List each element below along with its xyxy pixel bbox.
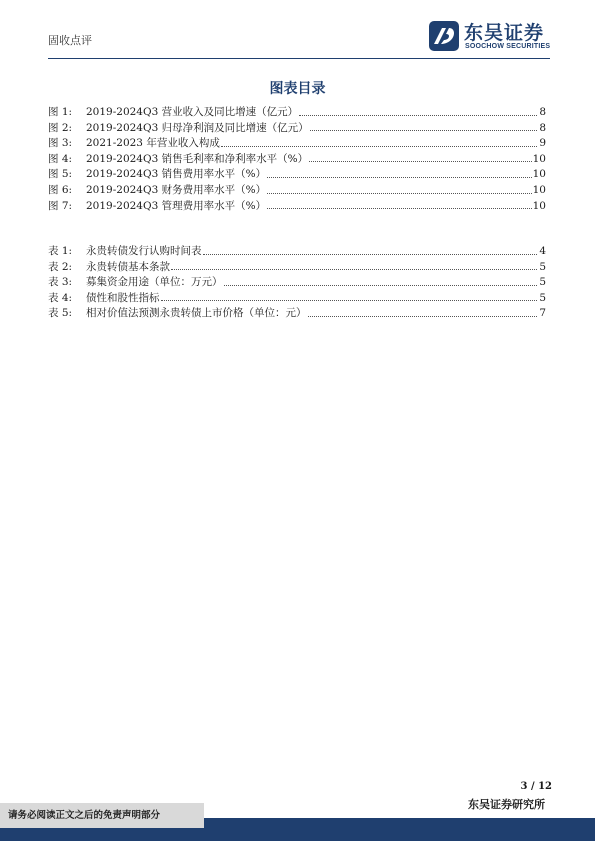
header-divider	[48, 58, 550, 59]
entry-page: 10	[532, 152, 546, 165]
dot-leader	[224, 284, 538, 286]
entry-label: 表 2:	[48, 260, 73, 273]
toc-entry-figure-7[interactable]	[48, 198, 546, 214]
entry-page: 5	[539, 291, 546, 304]
toc-entry-table-4[interactable]	[48, 290, 546, 306]
report-type-label: 固收点评	[48, 34, 92, 47]
dot-leader	[171, 268, 537, 270]
dot-leader	[203, 253, 538, 255]
entry-label: 图 7:	[48, 199, 73, 212]
entry-title: 2019-2024Q3 归母净利润及同比增速（亿元）	[86, 121, 309, 134]
footer-firm-name: 东吴证券研究所	[468, 798, 545, 811]
entry-title: 2019-2024Q3 管理费用率水平（%）	[86, 199, 267, 212]
dot-leader	[308, 315, 538, 317]
toc-title: 图表目录	[269, 81, 326, 97]
table-list	[48, 243, 546, 321]
dot-leader	[267, 192, 532, 194]
dot-leader	[267, 176, 532, 178]
toc-entry-figure-2[interactable]	[48, 120, 546, 136]
brand-logo	[428, 18, 558, 54]
entry-label: 表 3:	[48, 276, 73, 289]
toc-entry-table-5[interactable]	[48, 305, 546, 321]
entry-label: 图 5:	[48, 168, 73, 181]
entry-label: 表 4:	[48, 291, 73, 304]
entry-label: 图 4:	[48, 152, 73, 165]
toc-entry-figure-1[interactable]	[48, 104, 546, 120]
entry-title: 募集资金用途（单位：万元）	[86, 276, 223, 289]
figure-list	[48, 104, 546, 213]
dot-leader	[309, 160, 532, 162]
entry-page: 4	[539, 245, 546, 257]
entry-page: 10	[532, 183, 546, 196]
entry-title: 永贵转债发行认购时间表	[86, 245, 202, 257]
entry-label: 表 5:	[48, 307, 73, 320]
entry-title: 2019-2024Q3 财务费用率水平（%）	[86, 183, 267, 196]
entry-title: 2021-2023 年营业收入构成	[86, 137, 220, 150]
entry-page: 5	[539, 260, 546, 273]
entry-label: 图 2:	[48, 121, 73, 134]
disclaimer-notice: 请务必阅读正文之后的免责声明部分	[0, 803, 204, 828]
entry-page: 9	[539, 137, 546, 150]
toc-entry-table-2[interactable]	[48, 259, 546, 275]
entry-title: 永贵转债基本条款	[86, 260, 170, 273]
entry-label: 图 6:	[48, 183, 73, 196]
dot-leader	[221, 145, 537, 147]
entry-label: 表 1:	[48, 245, 73, 257]
toc-entry-table-1[interactable]	[48, 243, 546, 259]
toc-entry-figure-4[interactable]	[48, 151, 546, 167]
soochow-logo-icon	[428, 20, 460, 52]
entry-title: 2019-2024Q3 销售毛利率和净利率水平（%）	[86, 152, 309, 165]
entry-page: 8	[539, 121, 546, 134]
entry-title: 2019-2024Q3 营业收入及同比增速（亿元）	[86, 106, 299, 118]
entry-label: 图 3:	[48, 137, 73, 150]
entry-page: 5	[539, 276, 546, 289]
brand-name-en: SOOCHOW SECURITIES	[465, 43, 551, 50]
toc-entry-figure-3[interactable]	[48, 135, 546, 151]
dot-leader	[267, 207, 532, 209]
entry-page: 10	[532, 199, 546, 212]
toc-entry-figure-6[interactable]	[48, 182, 546, 198]
dot-leader	[161, 299, 538, 301]
dot-leader	[310, 129, 537, 131]
dot-leader	[299, 114, 537, 116]
entry-label: 图 1:	[48, 106, 73, 118]
brand-name-cn: 东吴证券	[464, 22, 545, 44]
entry-title: 债性和股性指标	[86, 291, 160, 304]
toc-entry-table-3[interactable]	[48, 274, 546, 290]
page-indicator: 3 / 12	[520, 781, 552, 792]
entry-title: 相对价值法预测永贵转债上市价格（单位：元）	[86, 307, 307, 320]
entry-title: 2019-2024Q3 销售费用率水平（%）	[86, 168, 267, 181]
entry-page: 8	[539, 106, 546, 118]
entry-page: 10	[532, 168, 546, 181]
entry-page: 7	[539, 307, 546, 320]
toc-entry-figure-5[interactable]	[48, 166, 546, 182]
